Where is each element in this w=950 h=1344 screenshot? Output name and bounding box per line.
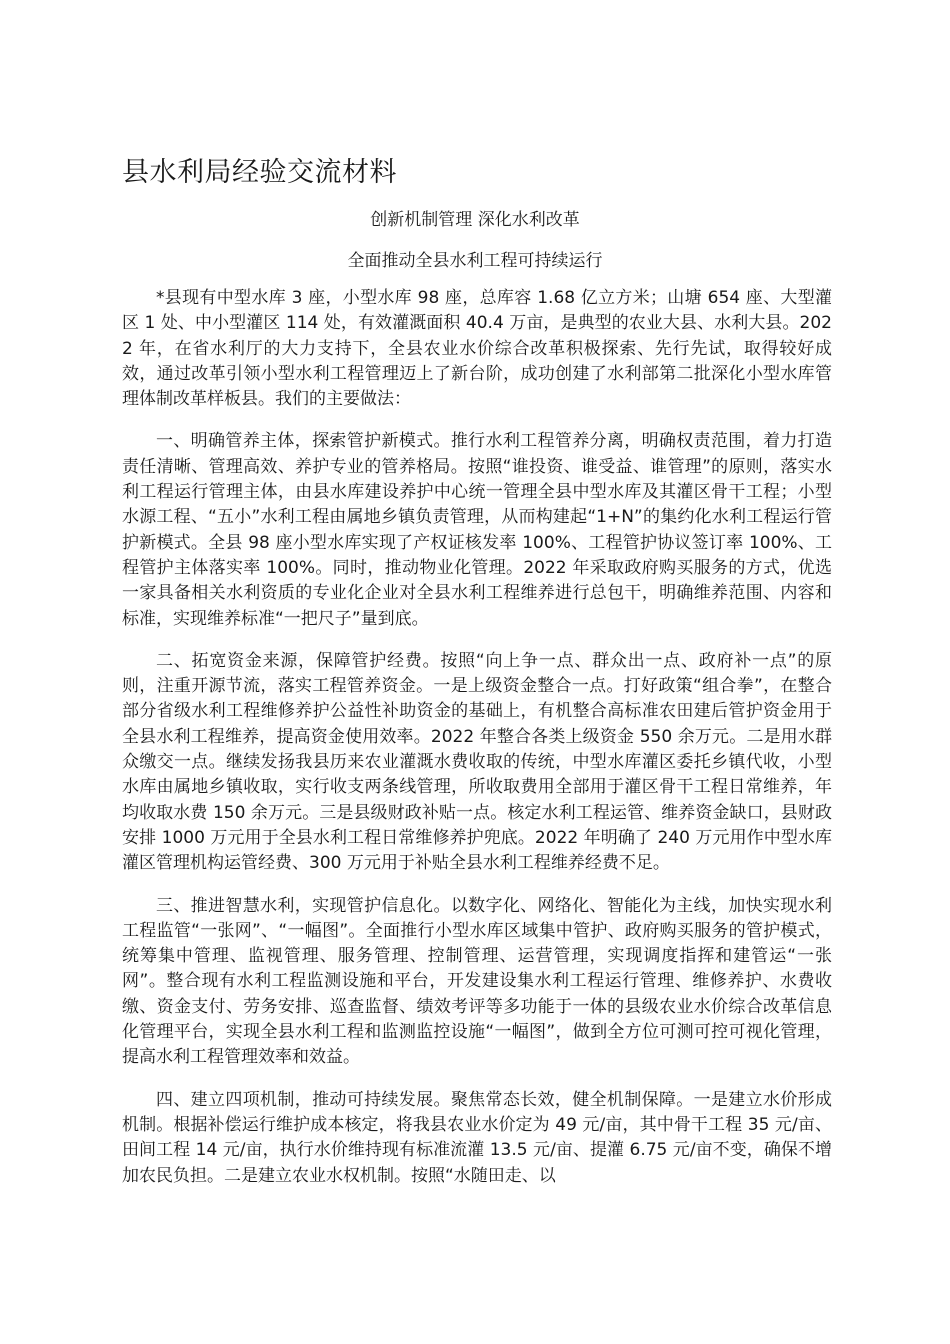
section-4-paragraph: 四、建立四项机制，推动可持续发展。聚焦常态长效，健全机制保障。一是建立水价形成机制。根据补偿运行维护成本核定，将我县农业水价定为 49 元/亩，其中骨干工程 35 元/亩、田间工程 14 元/亩，执行水价维持现有标准流灌 13.5 元/亩、提灌 6.75 元/亩不变，确保不增加农民负担。二是建立农业水权机制。按照“水随田走、以: [122, 1089, 832, 1186]
document-subtitle-1: 创新机制管理 深化水利改革: [370, 210, 580, 230]
section-2-paragraph: 二、拓宽资金来源，保障管护经费。按照“向上争一点、群众出一点、政府补一点”的原则，注重开源节流，落实工程管养资金。一是上级资金整合一点。打好政策“组合拳”，在整合部分省级水利工程维修养护公益性补助资金的基础上，有机整合高标准农田建后管护资金用于全县水利工程维养，提高资金使用效率。2022 年整合各类上级资金 550 余万元。二是用水群众缴交一点。继续发扬我县历来农业灌溉水费收取的传统，中型水库灌区委托乡镇代收，小型水库由属地乡镇收取，实行收支两条线管理，所收取费用全部用于灌区骨干工程日常维养，年均收取水费 150 余万元。三是县级财政补贴一点。核定水利工程运管、维养资金缺口，县财政安排 1000 万元用于全县水利工程日常维修养护兜底。2022 年明确了 240 万元用作中型水库灌区管理机构运管经费、300 万元用于补贴全县水利工程维养经费不足。: [122, 650, 832, 874]
document-body: [122, 286, 832, 1206]
document-title: 县水利局经验交流材料: [122, 157, 397, 188]
intro-paragraph: *县现有中型水库 3 座，小型水库 98 座，总库容 1.68 亿立方米；山塘 654 座、大型灌区 1 处、中小型灌区 114 处，有效灌溉面积 40.4 万亩，是典型的农业大县、水利大县。2022 年，在省水利厅的大力支持下，全县农业水价综合改革积极探索、先行先试，取得较好成效，通过改革引领小型水利工程管理迈上了新台阶，成功创建了水利部第二批深化小型水库管理体制改革样板县。我们的主要做法：: [122, 288, 832, 410]
section-3-paragraph: 三、推进智慧水利，实现管护信息化。以数字化、网络化、智能化为主线，加快实现水利工程监管“一张网”、“一幅图”。全面推行小型水库区域集中管护、政府购买服务的管护模式，统筹集中管理、监视管理、服务管理、控制管理、运营管理，实现调度指挥和建管运“一张网”。整合现有水利工程监测设施和平台，开发建设集水利工程运行管理、维修养护、水费收缴、资金支付、劳务安排、巡查监督、绩效考评等多功能于一体的县级农业水价综合改革信息化管理平台，实现全县水利工程和监测监控设施“一幅图”，做到全方位可测可控可视化管理，提高水利工程管理效率和效益。: [122, 895, 832, 1068]
section-1-paragraph: 一、明确管养主体，探索管护新模式。推行水利工程管养分离，明确权责范围，着力打造责任清晰、管理高效、养护专业的管养格局。按照“谁投资、谁受益、谁管理”的原则，落实水利工程运行管理主体，由县水库建设养护中心统一管理全县中型水库及其灌区骨干工程；小型水源工程、“五小”水利工程由属地乡镇负责管理，从而构建起“1+N”的集约化水利工程运行管护新模式。全县 98 座小型水库实现了产权证核发率 100%、工程管护协议签订率 100%、工程管护主体落实率 100%。同时，推动物业化管理。2022 年采取政府购买服务的方式，优选一家具备相关水利资质的专业化企业对全县水利工程维养进行总包干，明确维养范围、内容和标准，实现维养标准“一把尺子”量到底。: [122, 431, 832, 629]
document-subtitle-2: 全面推动全县水利工程可持续运行: [347, 251, 603, 271]
